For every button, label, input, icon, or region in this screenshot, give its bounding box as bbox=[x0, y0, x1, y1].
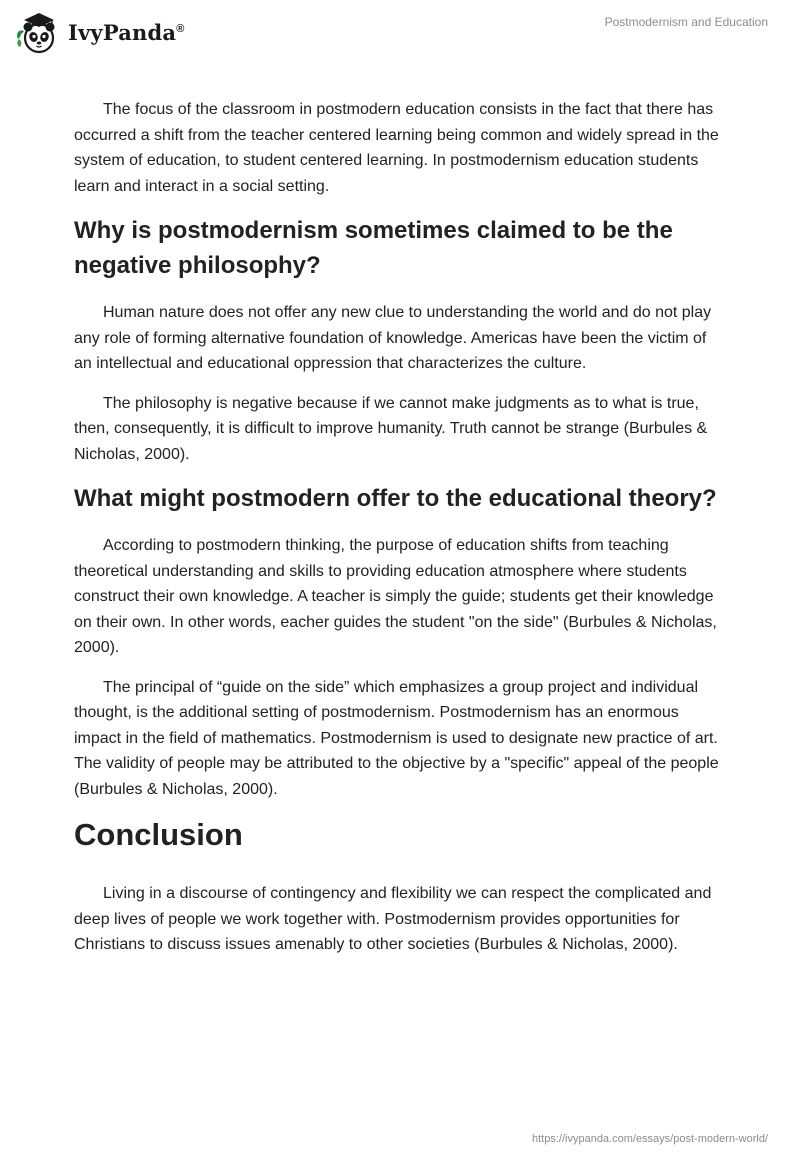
section-heading: Why is postmodernism sometimes claimed to be the negative philosophy? bbox=[74, 217, 673, 279]
paragraph: The philosophy is negative because if we cannot make judgments as to what is true, then, consequently, it is difficult to improve humanity. Truth cannot be strange (Burbules & Nicholas, 2000). bbox=[74, 394, 708, 463]
brand-name: IvyPanda® bbox=[68, 19, 185, 45]
document-title: Postmodernism and Education bbox=[604, 15, 768, 29]
ivypanda-logo[interactable] bbox=[14, 8, 185, 56]
paragraph: Human nature does not offer any new clue to understanding the world and do not play any role of forming alternative foundation of knowledge. Americas have been the victim of an intellectual and educational oppression that characterizes the culture. bbox=[74, 304, 712, 372]
paragraph: The focus of the classroom in postmodern education consists in the fact that there has occurred a shift from the teacher centered learning being common and widely spread in the system of education, to student centered learning. In postmodernism education students learn and interact in a social setting. bbox=[74, 101, 719, 195]
paragraph: Living in a discourse of contingency and flexibility we can respect the complicated and deep lives of people we work together with. Postmodernism provides opportunities for Christians to discuss issues amenably to other societies (Burbules & Nicholas, 2000). bbox=[74, 885, 712, 953]
section-heading: What might postmodern offer to the educational theory? bbox=[74, 485, 717, 512]
panda-graduate-icon bbox=[14, 9, 62, 55]
registered-mark: ® bbox=[176, 22, 185, 35]
source-url[interactable]: https://ivypanda.com/essays/post-modern-world/ bbox=[532, 1133, 768, 1145]
paragraph: According to postmodern thinking, the purpose of education shifts from teaching theoretical understanding and skills to providing education atmosphere where students construct their own knowledge. A teacher is simply the guide; students get their knowledge on their own. In other words, eacher guides the student "on the side" (Burbules & Nicholas, 2000). bbox=[74, 537, 717, 656]
essay-body bbox=[74, 97, 726, 972]
paragraph: The principal of “guide on the side” which emphasizes a group project and individual thought, is the additional setting of postmodernism. Postmodernism has an enormous impact in the field of mathematics. Postmodernism is used to designate new practice of art. The validity of people may be attributed to the objective by a "specific" appeal of the people (Burbules & Nicholas, 2000). bbox=[74, 678, 719, 798]
conclusion-heading: Conclusion bbox=[74, 817, 243, 852]
page-header bbox=[0, 0, 800, 60]
